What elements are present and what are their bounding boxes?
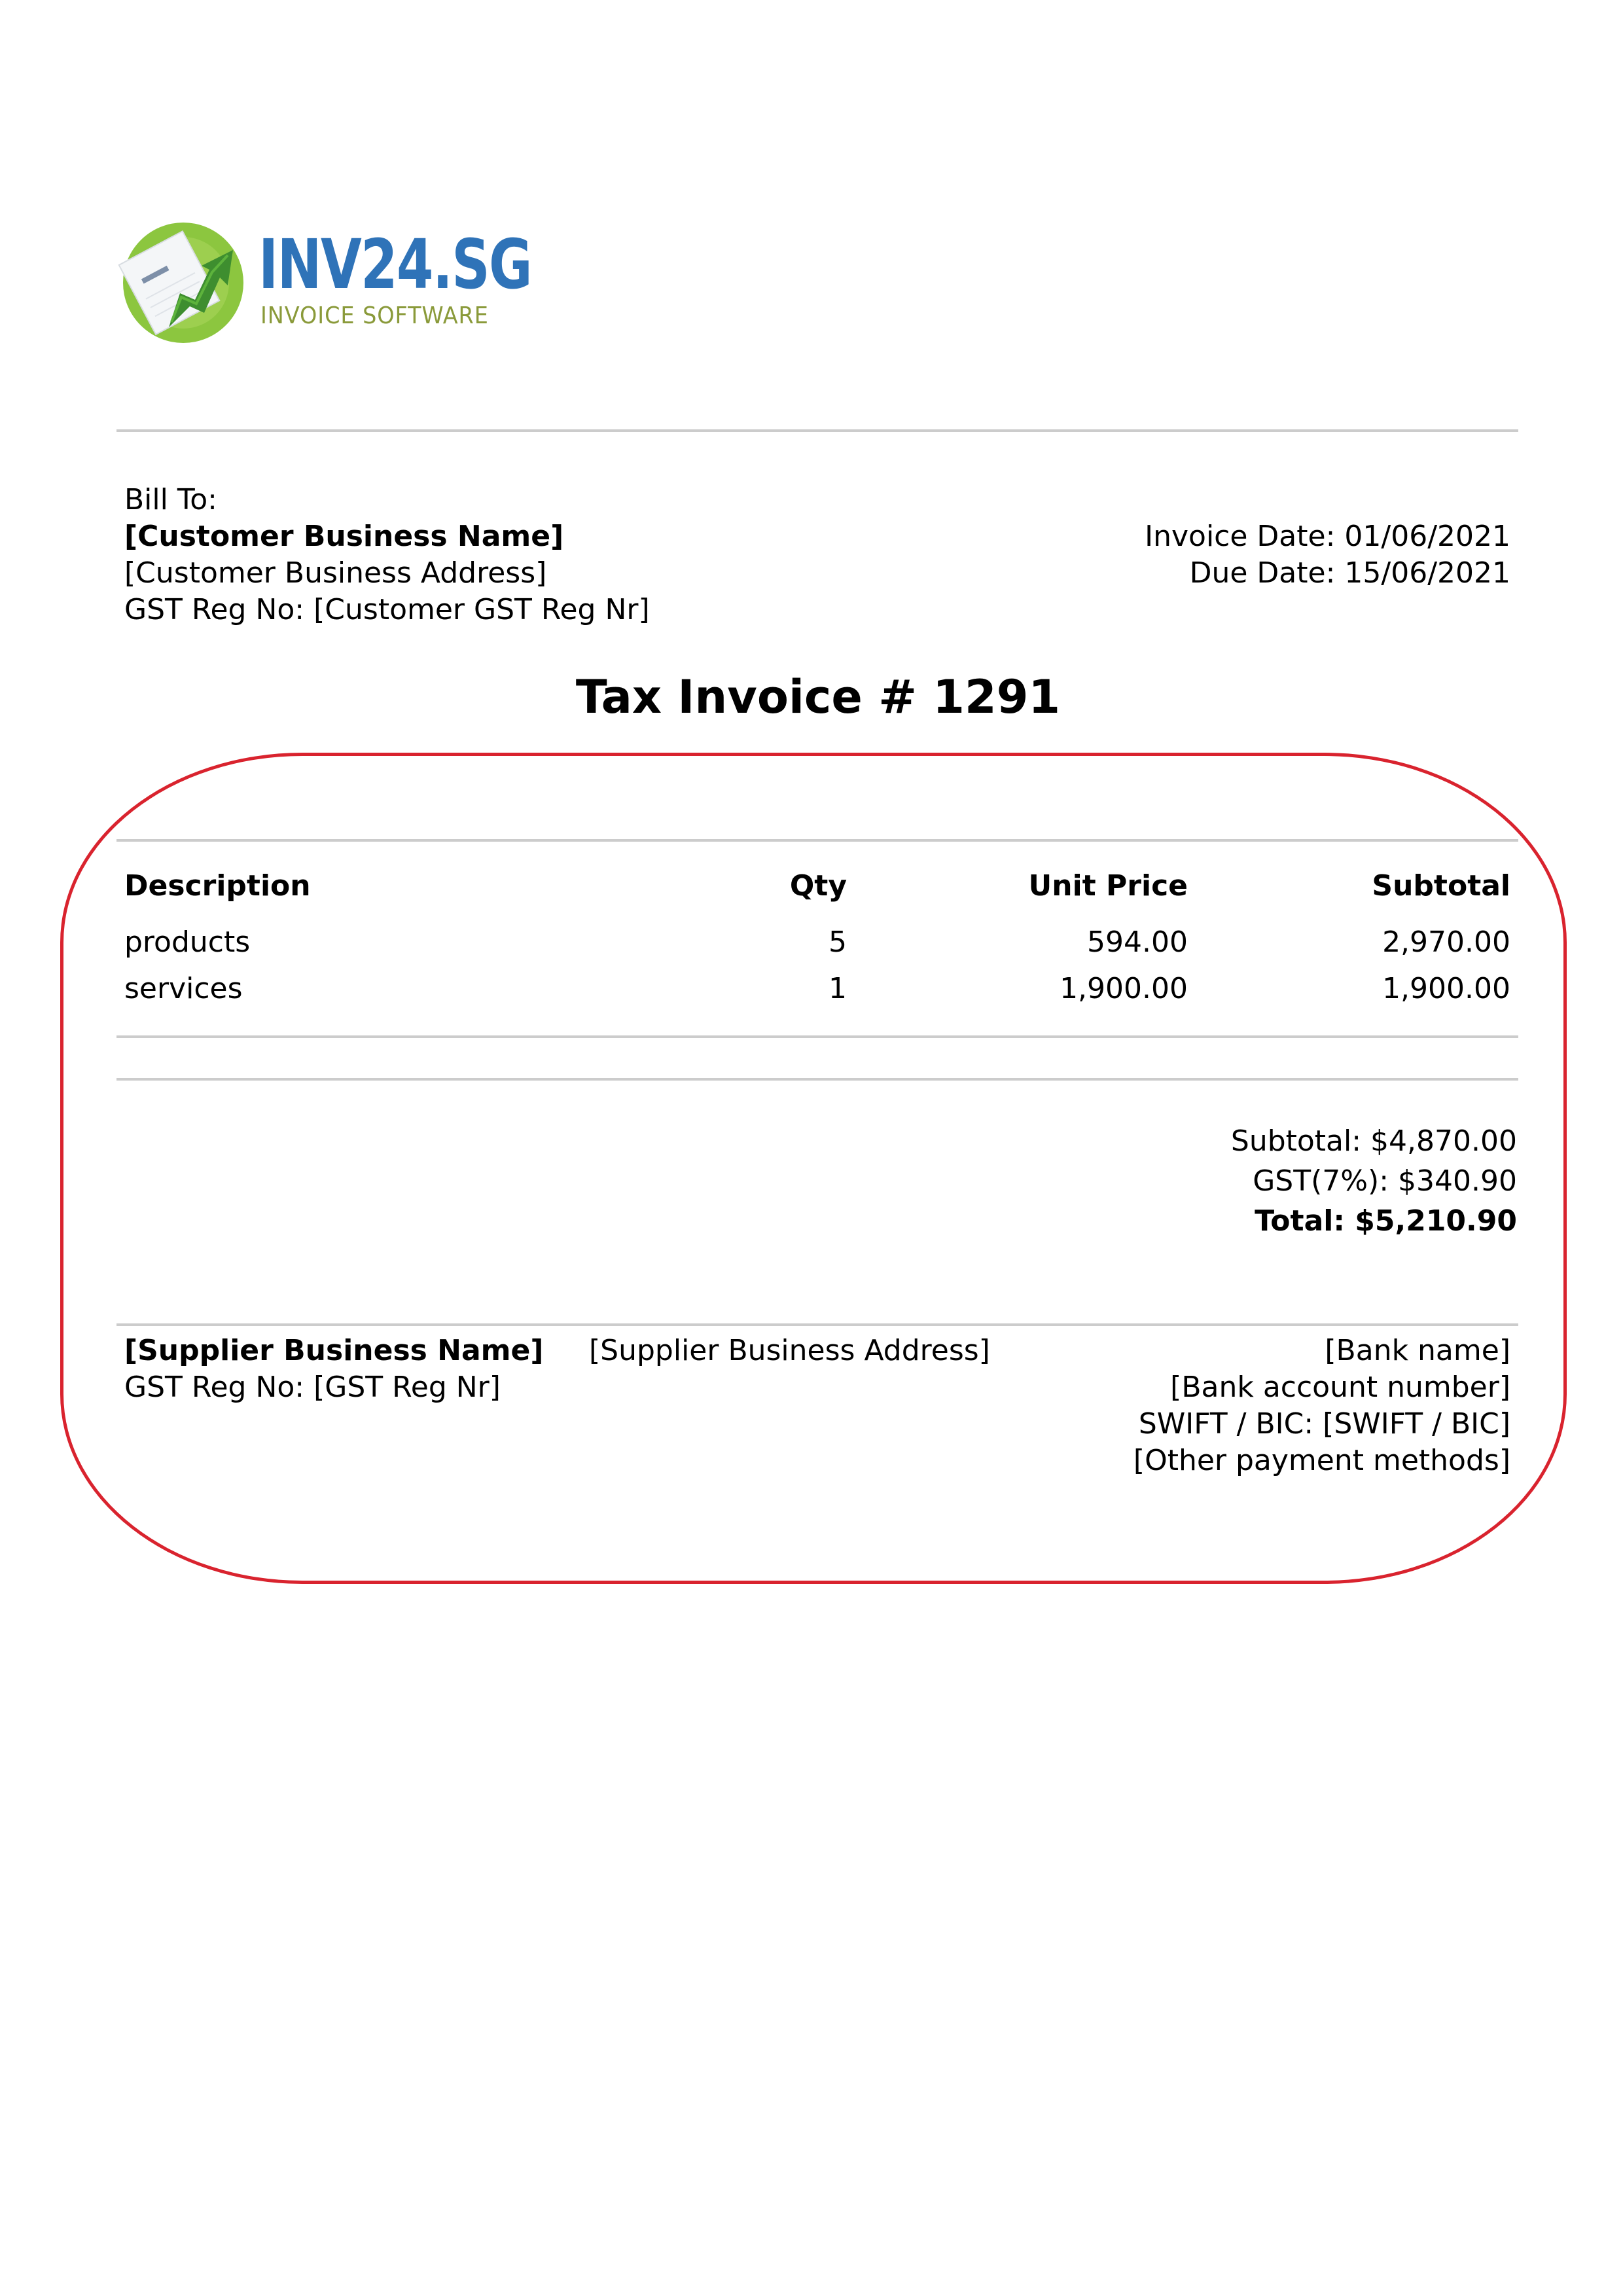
customer-gst: GST Reg No: [Customer GST Reg Nr] (124, 593, 650, 626)
supplier-name: [Supplier Business Name] (124, 1334, 544, 1367)
row-qty: 5 (829, 925, 847, 959)
row-description: services (124, 972, 243, 1005)
row-qty: 1 (829, 972, 847, 1005)
bank-account: [Bank account number] (1170, 1371, 1510, 1404)
footer-divider (116, 1323, 1518, 1326)
header-subtotal: Subtotal (1372, 869, 1510, 903)
other-payment-methods: [Other payment methods] (1133, 1444, 1510, 1477)
totals-grand-total: Total: $5,210.90 (1255, 1204, 1517, 1238)
invoice-date: Invoice Date: 01/06/2021 (1145, 520, 1510, 553)
row-description: products (124, 925, 251, 959)
supplier-gst: GST Reg No: [GST Reg Nr] (124, 1371, 501, 1404)
header-qty: Qty (789, 869, 847, 903)
row-subtotal: 1,900.00 (1382, 972, 1510, 1005)
row-subtotal: 2,970.00 (1382, 925, 1510, 959)
row-unit-price: 1,900.00 (1060, 972, 1188, 1005)
totals-gst: GST(7%): $340.90 (1253, 1164, 1517, 1198)
brand-name: INV24.SG (259, 224, 532, 304)
company-logo (118, 209, 532, 347)
due-date: Due Date: 15/06/2021 (1189, 556, 1510, 590)
customer-name: [Customer Business Name] (124, 520, 564, 553)
table-top-divider (116, 839, 1518, 842)
invoice-title: Tax Invoice # 1291 (575, 670, 1061, 724)
row-unit-price: 594.00 (1087, 925, 1188, 959)
totals-subtotal: Subtotal: $4,870.00 (1230, 1124, 1517, 1158)
customer-address: [Customer Business Address] (124, 556, 547, 590)
bank-name: [Bank name] (1325, 1334, 1510, 1367)
header-description: Description (124, 869, 311, 903)
header-divider (116, 429, 1518, 432)
totals-divider (116, 1078, 1518, 1081)
supplier-address: [Supplier Business Address] (589, 1334, 990, 1367)
header-unit-price: Unit Price (1028, 869, 1188, 903)
table-bottom-divider (116, 1035, 1518, 1038)
document-chart-arrow-icon (118, 209, 255, 347)
swift-bic: SWIFT / BIC: [SWIFT / BIC] (1138, 1407, 1510, 1441)
bill-to-label: Bill To: (124, 483, 217, 516)
brand-tagline: INVOICE SOFTWARE (260, 302, 489, 329)
